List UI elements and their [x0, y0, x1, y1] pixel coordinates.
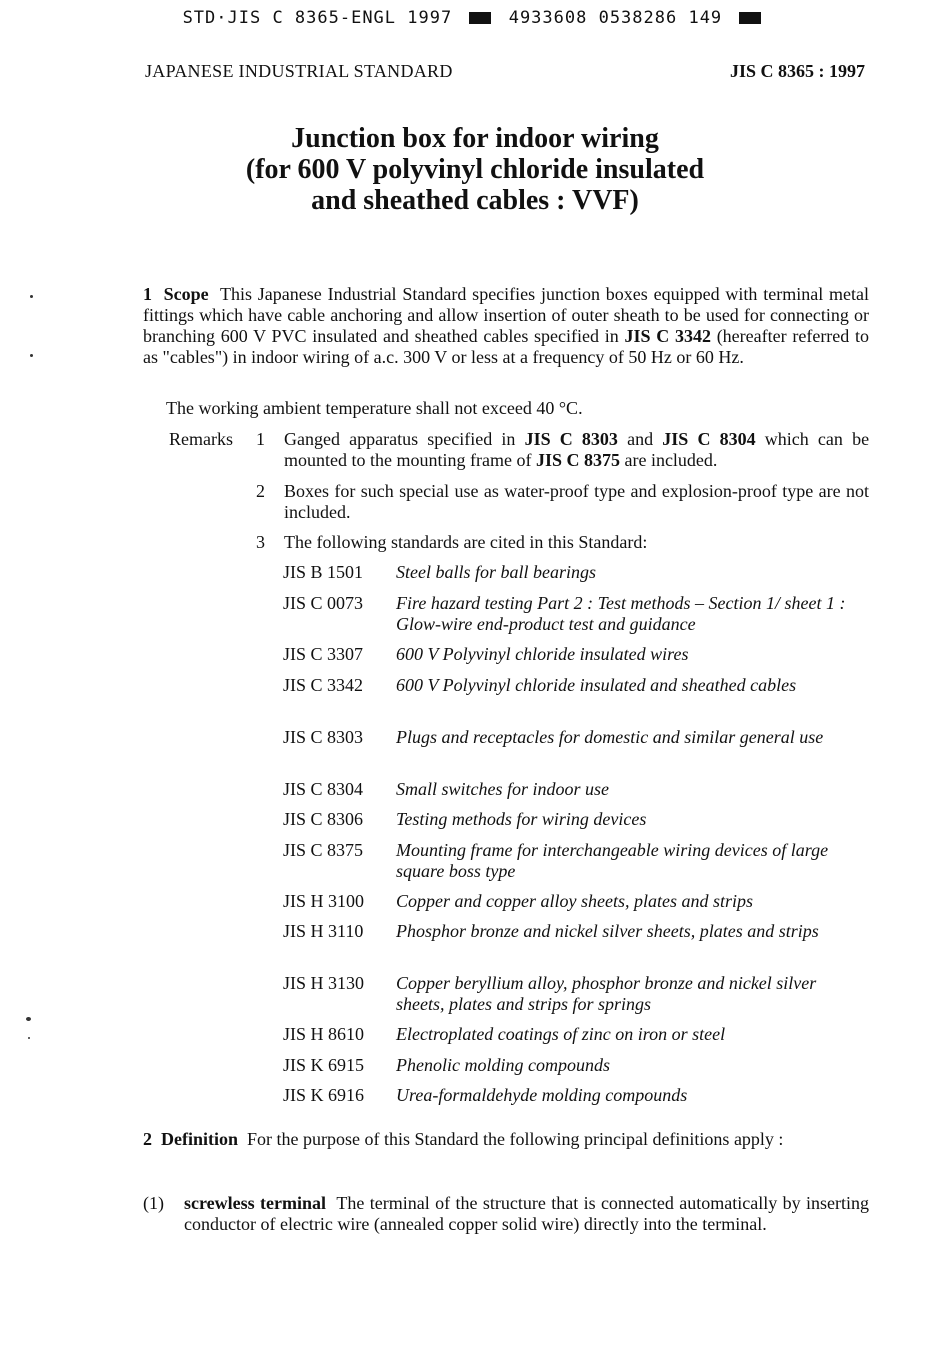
definition-text: For the purpose of this Standard the following principal definitions apply :: [247, 1129, 784, 1149]
scope-number: 1: [143, 284, 152, 304]
cited-standard-title: Copper and copper alloy sheets, plates and strips: [396, 891, 753, 911]
definition-paragraph: [143, 1129, 869, 1150]
scan-speck: [26, 1017, 31, 1021]
scope-text-b: (hereafter referred to as "cables") in indoor wiring of a.c. 300 V or less at a frequency of 50 Hz or 60 Hz.: [143, 326, 870, 367]
remark-number: 3: [256, 532, 265, 552]
scope-text-a: This Japanese Industrial Standard specifies junction boxes equipped with terminal metal fittings which have cable anchoring and allow insertion of outer sheath to be used for connecting or branching 600 V PVC insulated and sheathed cables specified in: [143, 284, 869, 346]
cited-standard-title: 600 V Polyvinyl chloride insulated wires: [396, 644, 689, 664]
definition-item: [184, 1193, 869, 1235]
title-line-3: and sheathed cables : VVF): [311, 185, 639, 216]
scope-heading: Scope: [163, 284, 209, 304]
cited-standard-title: 600 V Polyvinyl chloride insulated and sheathed cables: [396, 675, 797, 695]
cited-standard-title: Plugs and receptacles for domestic and similar general use: [396, 727, 824, 747]
definition-term: screwless terminal: [184, 1193, 326, 1213]
remark-1-text-c: which can be mounted to the mounting frame of: [284, 429, 870, 470]
cited-standard-title: Phenolic molding compounds: [396, 1055, 610, 1075]
cited-standard-code: JIS H 3110: [283, 921, 364, 941]
remark-number: 1: [256, 429, 265, 449]
cited-standard-code: JIS C 8375: [283, 840, 364, 860]
cited-standard-code: JIS C 8303: [283, 727, 364, 747]
scan-speck: [30, 354, 33, 357]
cited-standard-code: JIS C 0073: [283, 593, 364, 613]
cited-standard-code: JIS C 8304: [283, 779, 364, 799]
remark-1-text-d: are included.: [624, 450, 718, 470]
cited-standard-code: JIS K 6915: [283, 1055, 365, 1075]
cited-standard-title: Testing methods for wiring devices: [396, 809, 647, 829]
scan-id-right: 4933608 0538286 149: [508, 8, 723, 28]
scan-block-mark: [469, 12, 491, 24]
remark-1-ref-a: JIS C 8303: [524, 429, 618, 449]
scan-identifier-line: [0, 8, 950, 28]
remark-text: Boxes for such special use as water-proof type and explosion-proof type are not included.: [284, 481, 869, 522]
cited-standard-code: JIS H 3130: [283, 973, 365, 993]
scan-block-mark: [739, 12, 761, 24]
cited-standard-code: JIS C 3307: [283, 644, 364, 664]
cited-standard-code: JIS C 8306: [283, 809, 364, 829]
cited-standard-title: Mounting frame for interchangeable wiring devices of large square boss type: [396, 840, 829, 881]
scope-ref: JIS C 3342: [624, 326, 711, 346]
cited-standard-code: JIS C 3342: [283, 675, 364, 695]
remark-text: The following standards are cited in this Standard:: [284, 532, 648, 552]
cited-standard-title: Electroplated coatings of zinc on iron or steel: [396, 1024, 726, 1044]
definition-heading: Definition: [161, 1129, 239, 1149]
definition-number: 2: [143, 1129, 152, 1149]
remark-1-text-a: Ganged apparatus specified in: [284, 429, 516, 449]
remark-number: 2: [256, 481, 265, 501]
title-line-2: (for 600 V polyvinyl chloride insulated: [245, 154, 705, 185]
temperature-statement: The working ambient temperature shall not exceed 40 °C.: [166, 398, 583, 418]
standard-number: JIS C 8365 : 1997: [729, 61, 865, 81]
cited-standard-code: JIS H 3100: [283, 891, 365, 911]
scan-speck: [28, 1037, 30, 1039]
cited-standard-title: Phosphor bronze and nickel silver sheets, plates and strips: [396, 921, 819, 941]
scan-id-left: STD·JIS C 8365-ENGL 1997: [182, 8, 453, 28]
remark-1-ref-c: JIS C 8375: [535, 450, 620, 470]
remark-1-text-b: and: [627, 429, 654, 449]
remarks-label: Remarks: [169, 429, 233, 449]
cited-standard-code: JIS H 8610: [283, 1024, 365, 1044]
definition-body: The terminal of the structure that is connected automatically by inserting conductor of electric wire (annealed copper solid wire) directly into the terminal.: [184, 1193, 869, 1234]
title-line-1: Junction box for indoor wiring: [291, 123, 659, 154]
document-title: [0, 123, 950, 216]
cited-standard-code: JIS K 6916: [283, 1085, 365, 1105]
cited-standard-code: JIS B 1501: [283, 562, 364, 582]
definition-item-number: (1): [143, 1193, 164, 1213]
standard-header: JAPANESE INDUSTRIAL STANDARD: [145, 61, 453, 81]
remark-text: [284, 429, 869, 471]
cited-standard-title: Copper beryllium alloy, phosphor bronze and nickel silver sheets, plates and strips for springs: [396, 973, 817, 1014]
scan-speck: [30, 295, 33, 298]
remark-1-ref-b: JIS C 8304: [662, 429, 756, 449]
scope-paragraph: [143, 284, 869, 368]
cited-standard-title: Small switches for indoor use: [396, 779, 610, 799]
cited-standard-title: Fire hazard testing Part 2 : Test methods – Section 1/ sheet 1 : Glow-wire end-product test and guidance: [396, 593, 846, 634]
cited-standard-title: Steel balls for ball bearings: [396, 562, 596, 582]
cited-standard-title: Urea-formaldehyde molding compounds: [396, 1085, 688, 1105]
